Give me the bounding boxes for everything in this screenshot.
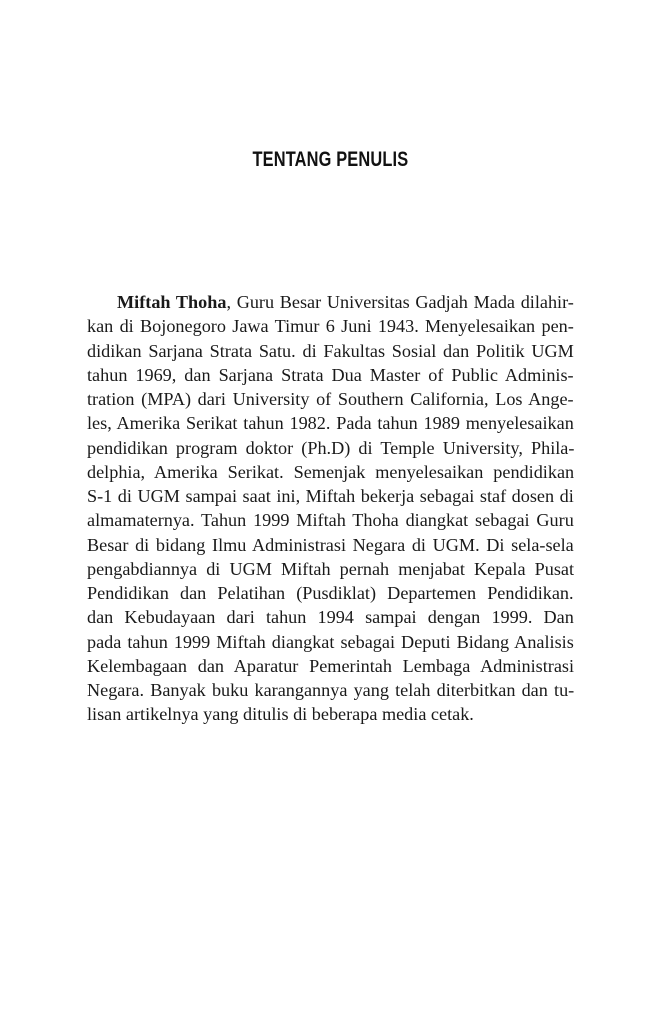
bio-line: S-1 di UGM sampai saat ini, Miftah bekerja sebagai staf dosen di (87, 486, 574, 506)
bio-line: Negara. Banyak buku karangannya yang telah diterbitkan dan tu- (87, 680, 575, 700)
bio-line: didikan Sarjana Strata Satu. di Fakultas Sosial dan Politik UGM (87, 340, 574, 361)
page-title: TENTANG PENULIS (252, 148, 409, 171)
bio-line: Miftah Thoha, Guru Besar Universitas Gadjah Mada dilahir- (117, 292, 574, 312)
bio-line: pendidikan program doktor (Ph.D) di Temple University, Phila- (87, 437, 575, 458)
bio-line: kan di Bojonegoro Jawa Timur 6 Juni 1943. Menyelesaikan pen- (87, 316, 574, 337)
bio-line: almamaternya. Tahun 1999 Miftah Thoha diangkat sebagai Guru (87, 510, 574, 531)
bio-line: Pendidikan dan Pelatihan (Pusdiklat) Departemen Pendidikan. (87, 583, 574, 603)
bio-line: lisan artikelnya yang ditulis di beberapa media cetak. (87, 704, 474, 725)
bio-line: tration (MPA) dari University of Southern California, Los Ange- (87, 389, 574, 409)
bio-line: Besar di bidang Ilmu Administrasi Negara di UGM. Di sela-sela (87, 534, 574, 555)
author-name: Miftah Thoha (117, 292, 227, 312)
bio-line: dan Kebudayaan dari tahun 1994 sampai dengan 1999. Dan (87, 607, 574, 628)
bio-line: delphia, Amerika Serikat. Semenjak menyelesaikan pendidikan (87, 461, 575, 482)
author-bio (87, 290, 574, 727)
bio-line: pengabdiannya di UGM Miftah pernah menjabat Kepala Pusat (87, 558, 575, 579)
bio-line: Kelembagaan dan Aparatur Pemerintah Lembaga Administrasi (87, 655, 575, 676)
bio-line: pada tahun 1999 Miftah diangkat sebagai Deputi Bidang Analisis (87, 631, 574, 652)
bio-line: les, Amerika Serikat tahun 1982. Pada tahun 1989 menyelesaikan (87, 413, 574, 434)
bio-line: tahun 1969, dan Sarjana Strata Dua Master of Public Adminis- (87, 364, 574, 385)
